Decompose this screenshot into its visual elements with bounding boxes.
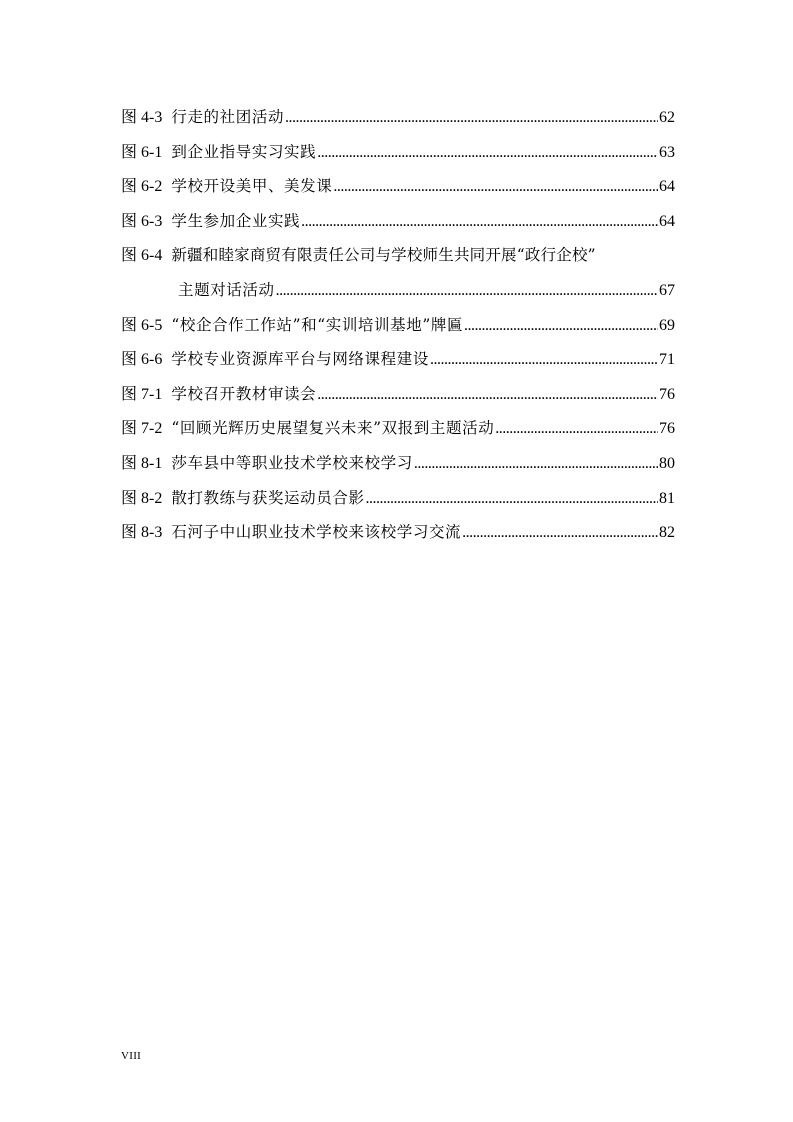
figure-number: 图 6-4 [121,247,163,265]
figure-number: 图 6-5 [121,316,163,334]
figure-number: 图 7-2 [121,420,163,438]
toc-entry[interactable] [121,415,675,450]
figure-title: “校企合作工作站”和“实训培训基地”牌匾 [171,315,464,334]
dot-leader [333,174,658,200]
page-number: 76 [659,420,675,438]
dot-leader [317,140,658,166]
page-number: 67 [659,281,675,299]
figure-title: 新疆和睦家商贸有限责任公司与学校师生共同开展“政行企校” [171,246,596,265]
dot-leader [464,313,658,339]
page-number: 64 [659,178,675,196]
figure-title: “回顾光辉历史展望复兴未来”双报到主题活动 [171,419,495,438]
figure-title: 学校专业资源库平台与网络课程建设 [171,350,429,369]
figure-title: 到企业指导实习实践 [171,142,317,161]
dot-leader [495,416,658,442]
figure-number: 图 7-1 [121,385,163,403]
figure-title: 学校开设美甲、美发课 [171,177,333,196]
figure-number: 图 8-1 [121,454,163,472]
figure-title-continuation: 主题对话活动 [178,280,275,299]
dot-leader [414,451,658,477]
page-number: 71 [659,351,675,369]
figure-number: 图 8-3 [121,524,163,542]
page-number: 81 [659,489,675,507]
toc-entry-continuation[interactable] [121,277,675,312]
page-number: 63 [659,143,675,161]
page-number: 76 [659,385,675,403]
dot-leader [317,382,658,408]
figure-title: 散打教练与获奖运动员合影 [171,488,365,507]
page-footer-number: VIII [121,1050,142,1062]
figure-title: 莎车县中等职业技术学校来校学习 [171,453,413,472]
dot-leader [430,347,658,373]
page-number: 80 [659,454,675,472]
toc-entry[interactable] [121,312,675,347]
toc-entry[interactable] [121,139,675,174]
page-number: 82 [659,524,675,542]
toc-entry[interactable] [121,242,675,277]
dot-leader [276,278,658,304]
toc-entry[interactable] [121,208,675,243]
figure-number: 图 6-1 [121,143,163,161]
figure-title: 学生参加企业实践 [171,211,301,230]
figure-title: 行走的社团活动 [171,108,285,126]
toc-entry[interactable] [121,450,675,485]
figure-title: 石河子中山职业技术学校来该校学习交流 [171,523,462,542]
toc-entry[interactable] [121,173,675,208]
toc-entry[interactable] [121,381,675,416]
dot-leader [366,486,658,512]
dot-leader [301,209,658,235]
toc-entry[interactable] [121,346,675,381]
figure-number: 图 4-3 [121,109,163,126]
dot-leader [462,520,658,546]
figure-number: 图 8-2 [121,489,163,507]
page-number: 62 [659,109,675,126]
page-number: 69 [659,316,675,334]
figure-number: 图 6-6 [121,351,163,369]
page-number: 64 [659,212,675,230]
figure-number: 图 6-2 [121,178,163,196]
dot-leader [285,105,658,131]
toc-entry[interactable] [121,485,675,520]
toc-entry[interactable] [121,104,675,139]
figure-title: 学校召开教材审读会 [171,384,317,403]
table-of-figures [121,104,675,554]
figure-number: 图 6-3 [121,212,163,230]
toc-entry[interactable] [121,519,675,554]
